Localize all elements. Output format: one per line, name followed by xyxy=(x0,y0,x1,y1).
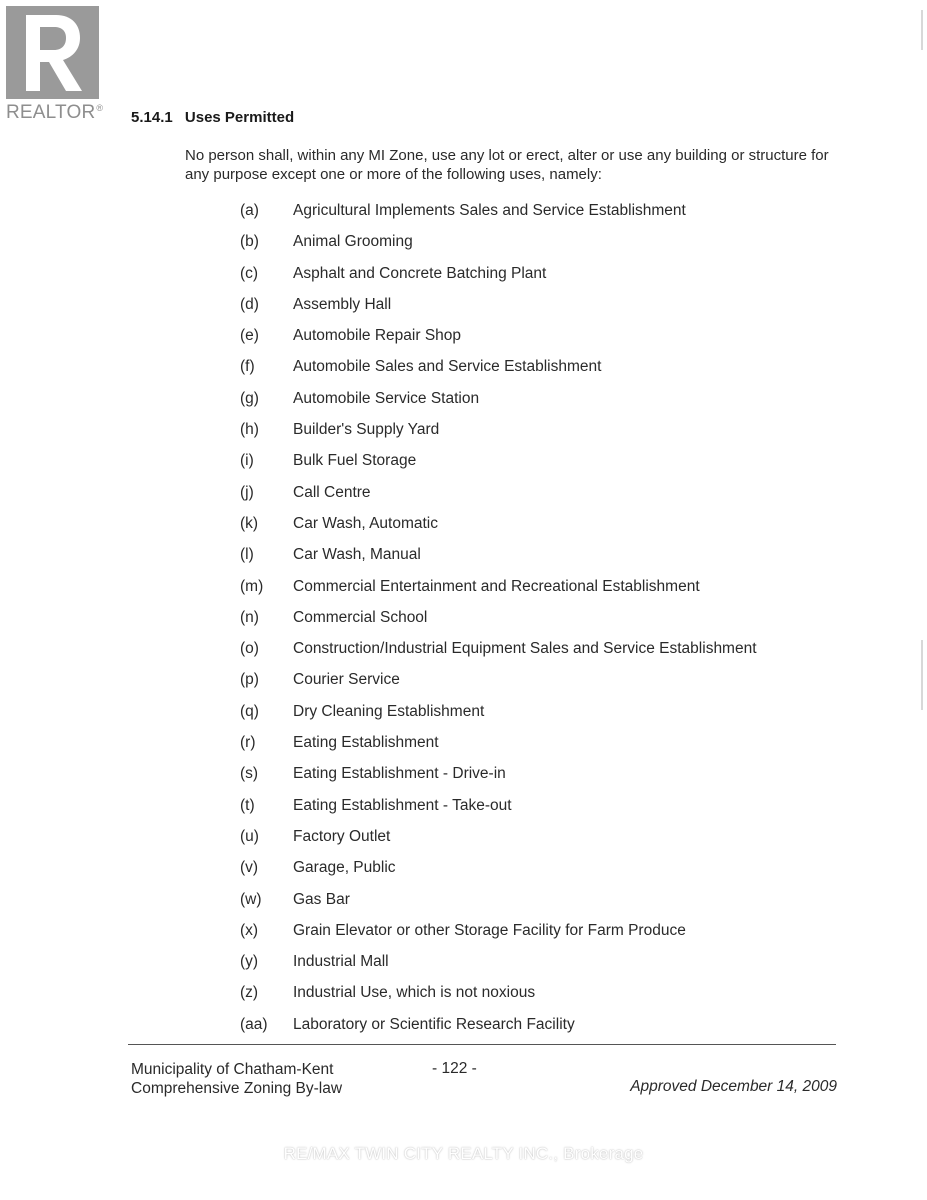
list-item-letter: (k) xyxy=(240,514,259,532)
list-item-letter: (d) xyxy=(240,295,259,313)
realtor-logo xyxy=(6,6,104,124)
list-item-letter: (h) xyxy=(240,421,259,439)
list-item-text: Eating Establishment - Take-out xyxy=(293,796,512,814)
list-item-letter: (w) xyxy=(240,890,262,908)
list-item-text: Grain Elevator or other Storage Facility for Farm Produce xyxy=(293,921,686,939)
list-item-letter: (s) xyxy=(240,765,259,783)
section-title: Uses Permitted xyxy=(184,109,295,126)
section-heading xyxy=(131,109,294,126)
page-number: - 122 - xyxy=(432,1060,477,1077)
list-item-text: Agricultural Implements Sales and Service Establishment xyxy=(293,202,686,219)
list-item-text: Eating Establishment - Drive-in xyxy=(293,765,506,783)
list-item-text: Industrial Mall xyxy=(293,953,389,971)
list-item-letter: (e) xyxy=(240,327,259,345)
list-item-text: Builder's Supply Yard xyxy=(293,421,440,439)
realtor-r-icon xyxy=(6,6,99,99)
list-item-text: Factory Outlet xyxy=(293,827,391,845)
scan-edge-mark xyxy=(921,10,923,50)
approval-date: Approved December 14, 2009 xyxy=(630,1078,837,1095)
list-item-letter: (p) xyxy=(240,671,259,689)
list-item-letter: (a) xyxy=(240,202,259,219)
list-item-letter: (y) xyxy=(240,953,259,971)
footer-organization xyxy=(131,1060,342,1098)
list-item-letter: (m) xyxy=(240,577,264,595)
list-item-text: Car Wash, Manual xyxy=(293,546,421,564)
list-item-text: Courier Service xyxy=(293,671,400,689)
list-item-text: Dry Cleaning Establishment xyxy=(293,702,485,720)
list-item-letter: (g) xyxy=(240,389,259,407)
list-item-letter: (n) xyxy=(240,608,259,626)
list-item-letter: (b) xyxy=(240,233,259,251)
list-item-text: Eating Establishment xyxy=(293,734,439,752)
list-item-letter: (z) xyxy=(240,984,259,1002)
list-item-text: Gas Bar xyxy=(293,890,350,908)
list-item-letter: (u) xyxy=(240,827,259,845)
list-item-text: Assembly Hall xyxy=(293,295,392,313)
list-item-text: Commercial Entertainment and Recreational Establishment xyxy=(293,577,700,595)
list-item-text: Industrial Use, which is not noxious xyxy=(293,984,536,1002)
list-item-text: Animal Grooming xyxy=(293,233,413,251)
list-item-letter: (x) xyxy=(240,921,259,939)
list-item-letter: (aa) xyxy=(240,1015,268,1033)
list-item-letter: (q) xyxy=(240,702,259,720)
list-item-text: Garage, Public xyxy=(293,859,396,877)
list-item-text: Car Wash, Automatic xyxy=(293,514,439,532)
list-item-letter: (l) xyxy=(240,546,254,564)
list-item-letter: (o) xyxy=(240,640,259,658)
list-item-text: Laboratory or Scientific Research Facility xyxy=(293,1015,575,1033)
intro-paragraph: No person shall, within any MI Zone, use any lot or erect, alter or use any building or structure for any purpose except one or more of the following uses, namely: xyxy=(185,147,829,183)
list-item-letter: (j) xyxy=(240,483,254,501)
list-item-text: Call Centre xyxy=(293,483,371,501)
section-number: 5.14.1 xyxy=(131,109,173,126)
list-item-text: Commercial School xyxy=(293,608,428,626)
list-item-letter: (i) xyxy=(240,452,254,470)
list-item-text: Construction/Industrial Equipment Sales and Service Establishment xyxy=(293,640,757,658)
list-item-letter: (v) xyxy=(240,859,259,877)
realtor-wordmark: REALTOR® xyxy=(6,102,104,123)
scan-edge-mark xyxy=(921,640,923,710)
brokerage-watermark: RE/MAX TWIN CITY REALTY INC., Brokerage xyxy=(283,1144,644,1163)
footer-org-line: Municipality of Chatham-Kent xyxy=(131,1061,334,1078)
list-item-text: Automobile Repair Shop xyxy=(293,327,462,345)
list-item-text: Automobile Sales and Service Establishment xyxy=(293,358,602,376)
list-item-letter: (c) xyxy=(240,264,259,282)
list-item-letter: (t) xyxy=(240,796,255,814)
footer-divider xyxy=(128,1044,836,1045)
list-item-text: Automobile Service Station xyxy=(293,389,480,407)
footer-bylaw-line: Comprehensive Zoning By-law xyxy=(131,1080,343,1097)
list-item-text: Asphalt and Concrete Batching Plant xyxy=(293,264,547,282)
list-item-letter: (f) xyxy=(240,358,255,376)
list-item-text: Bulk Fuel Storage xyxy=(293,452,417,470)
list-item-letter: (r) xyxy=(240,734,256,752)
